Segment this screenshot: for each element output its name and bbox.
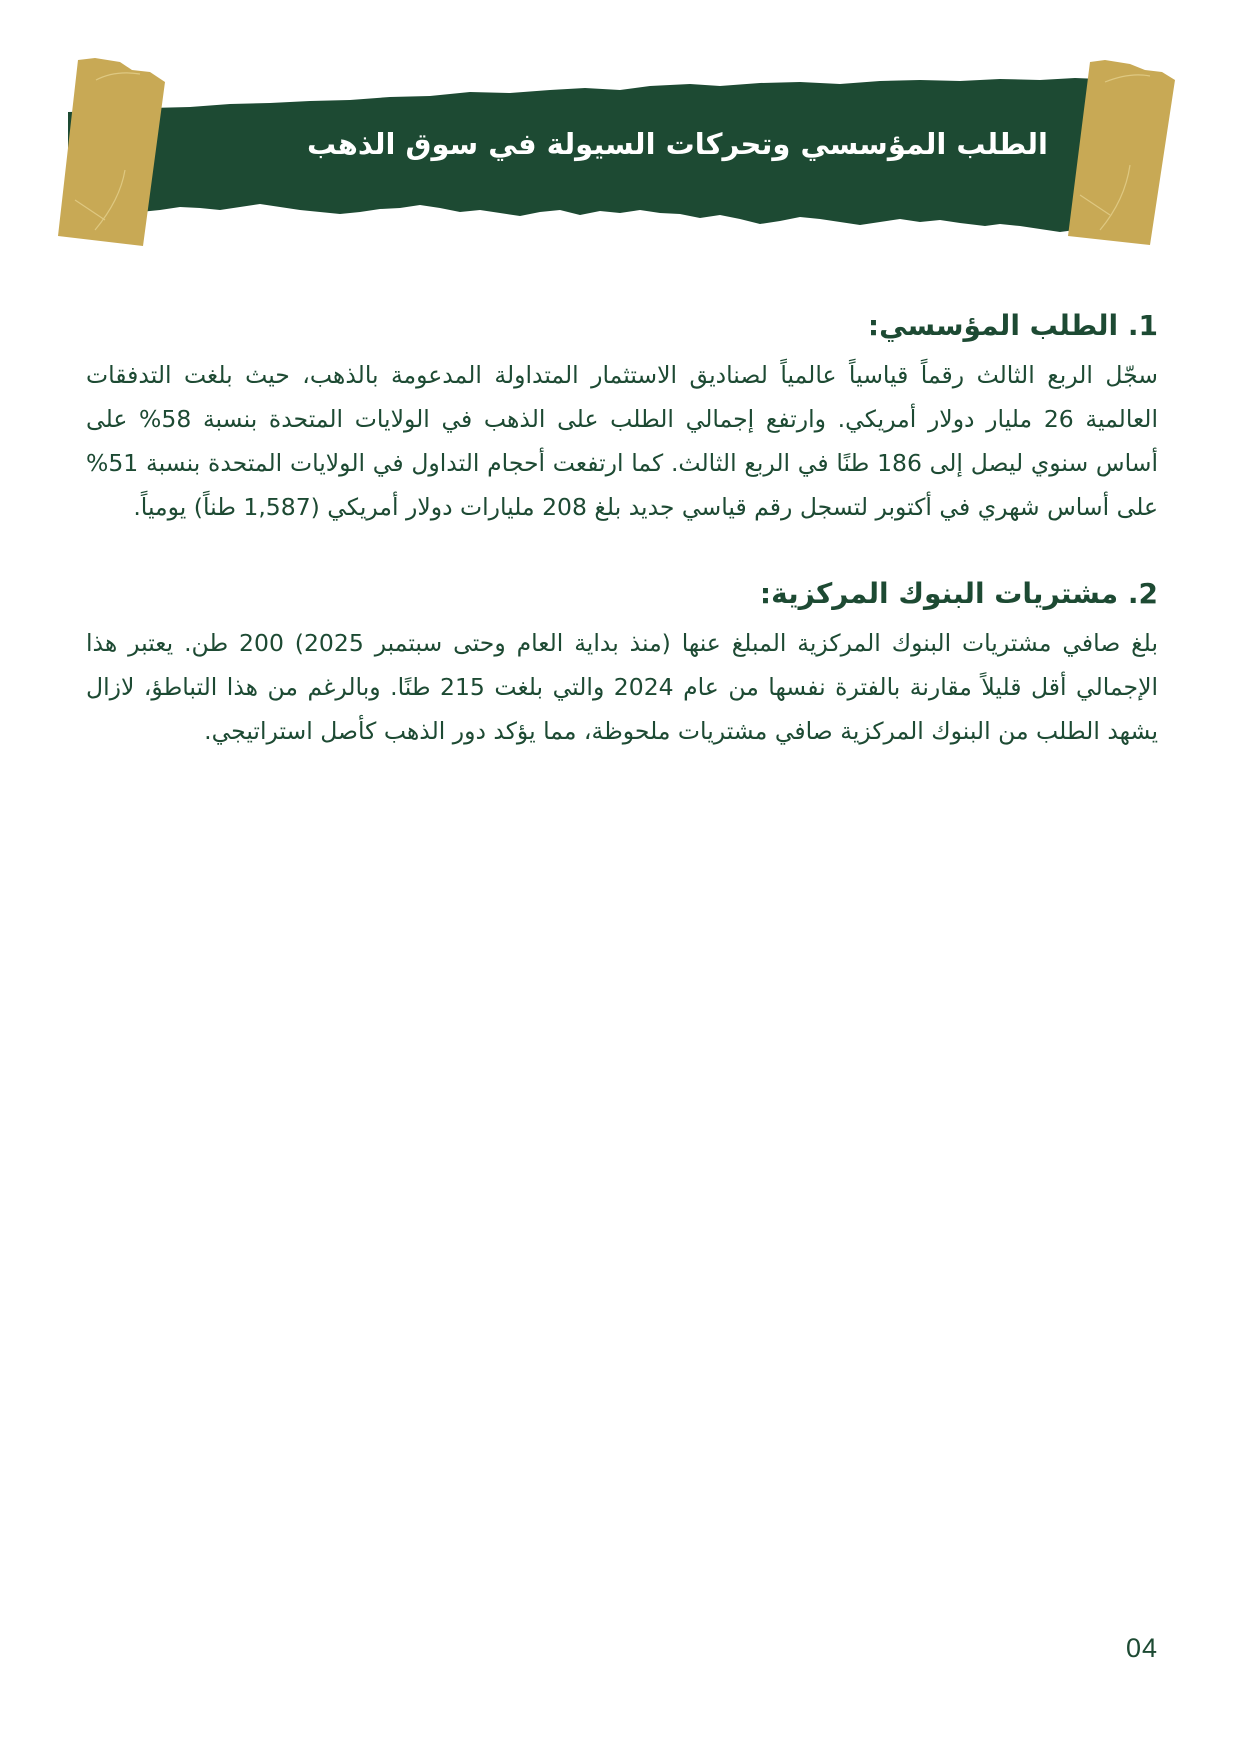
header-banner xyxy=(0,0,1241,260)
left-tape xyxy=(58,58,165,246)
page-title: الطلب المؤسسي وتحركات السيولة في سوق الذهب xyxy=(307,127,1048,161)
section-institutional-demand xyxy=(86,305,1158,529)
section-heading: 2. مشتريات البنوك المركزية: xyxy=(759,577,1158,610)
section-paragraph: سجّل الربع الثالث رقماً قياسياً عالمياً لصناديق الاستثمار المتداولة المدعومة بالذهب، حيث بلغت التدفقات العالمية 26 مليار دولار أمريكي. وارتفع إجمالي الطلب على الذهب في الولايات المتحدة بنسبة 58% على أساس سنوي ليصل إلى 186 طنًا في الربع الثالث. كما ارتفعت أحجام التداول في الولايات المتحدة بنسبة 51% على أساس شهري في أكتوبر لتسجل رقم قياسي جديد بلغ 208 مليارات دولار أمريكي (1,587 طناً) يومياً. xyxy=(86,361,1159,521)
article-content xyxy=(86,305,1158,753)
section-central-bank-purchases xyxy=(86,573,1158,753)
section-paragraph: بلغ صافي مشتريات البنوك المركزية المبلغ عنها (منذ بداية العام وحتى سبتمبر 2025) 200 طن. يعتبر هذا الإجمالي أقل قليلاً مقارنة بالفترة نفسها من عام 2024 والتي بلغت 215 طنًا. وبالرغم من هذا التباطؤ، لازال يشهد الطلب من البنوك المركزية صافي مشتريات ملحوظة، مما يؤكد دور الذهب كأصل استراتيجي. xyxy=(86,629,1158,745)
section-heading: 1. الطلب المؤسسي: xyxy=(867,309,1158,342)
page-number: 04 xyxy=(1125,1633,1158,1663)
